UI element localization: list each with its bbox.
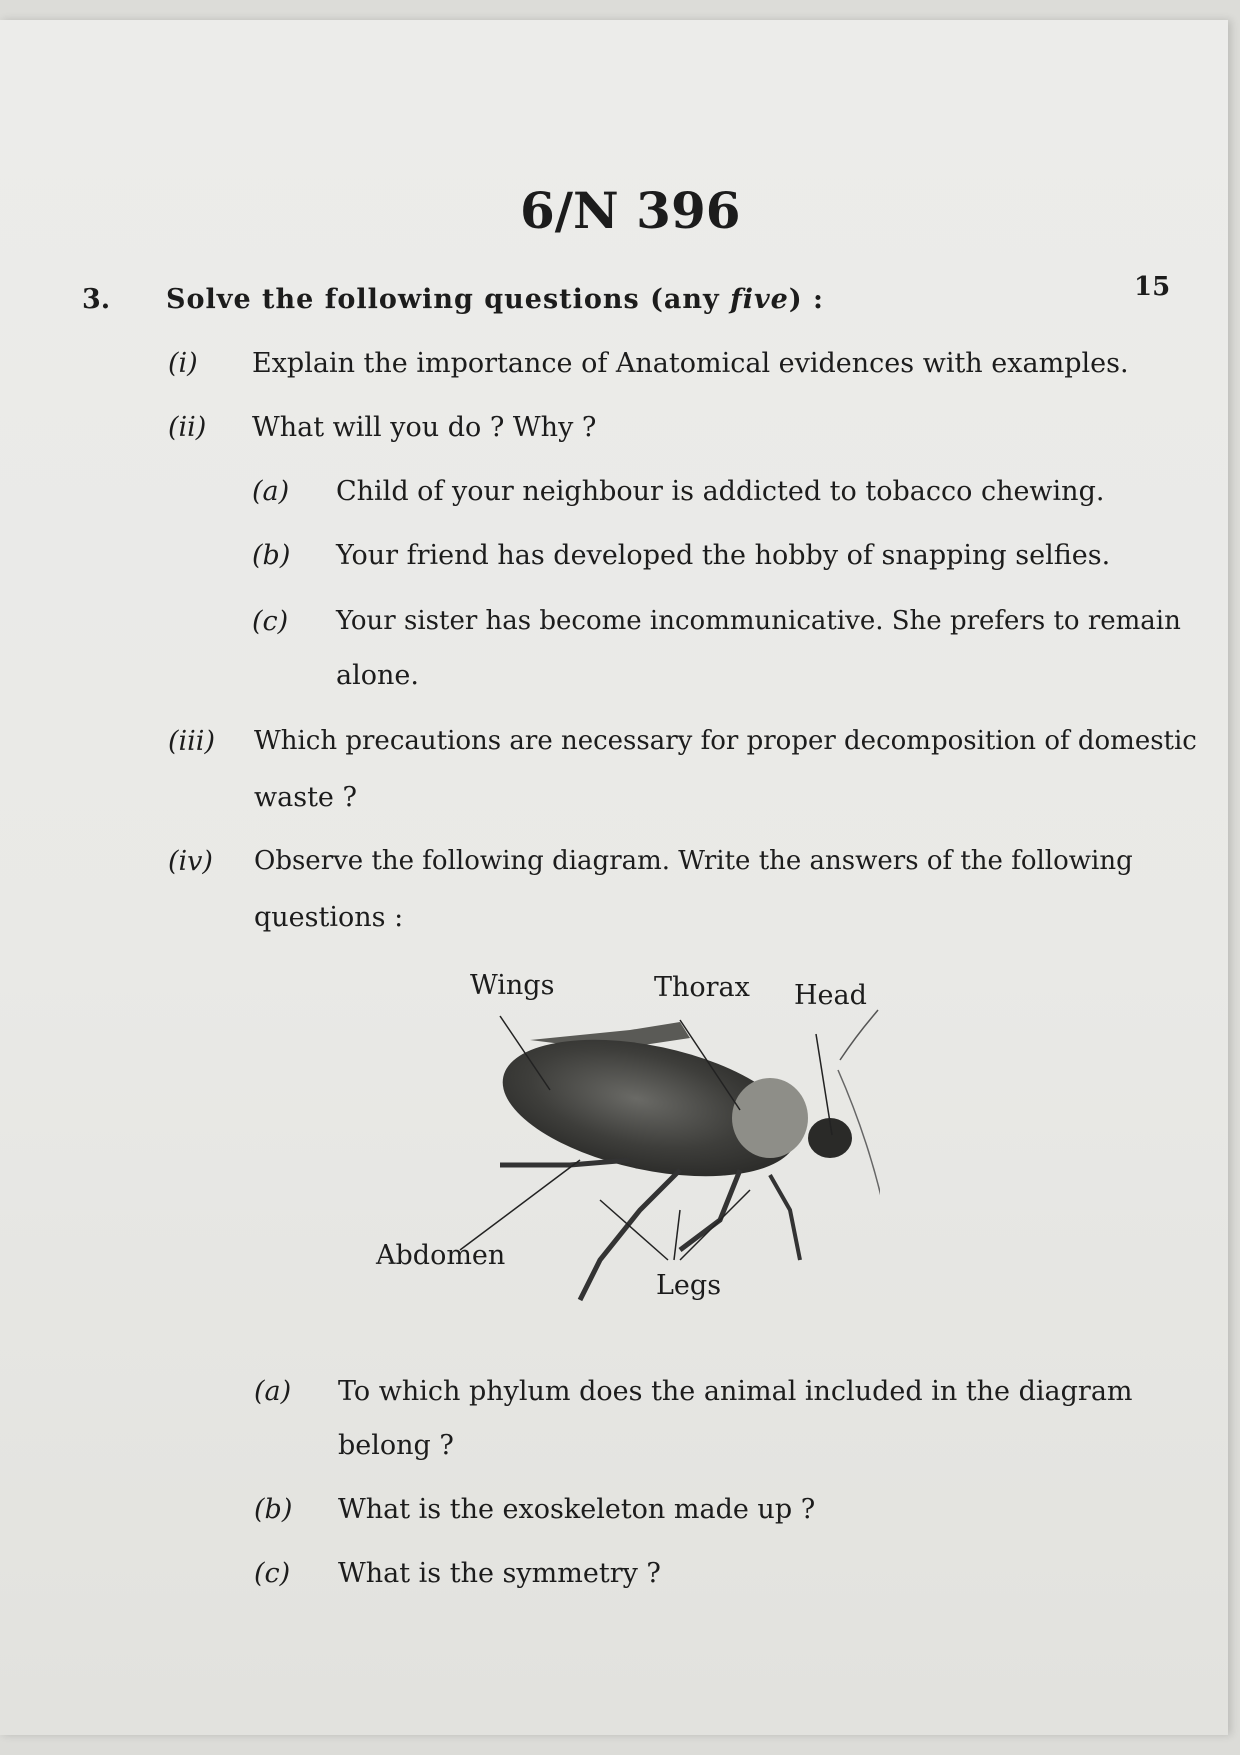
marks: 15 [1134,272,1171,302]
instruction-suffix: ) : [788,284,825,315]
item-ii-b-number: (b) [252,540,291,571]
paper-code: 6/N 396 [520,181,741,240]
item-ii-a-number: (a) [252,476,290,507]
item-iv-number: (iv) [168,846,213,877]
pointer-legs-2 [674,1210,680,1260]
instruction-prefix: Solve the following questions (any [166,284,731,315]
item-ii-text: What will you do ? Why ? [252,412,597,443]
item-ii-a-text: Child of your neighbour is addicted to tobacco chewing. [336,476,1105,507]
item-iv-line2: questions : [254,902,404,933]
item-i-number: (i) [168,348,198,379]
item-i-text: Explain the importance of Anatomical evidences with examples. [252,348,1129,379]
pointer-legs-3 [680,1190,750,1260]
exam-page [0,20,1228,1735]
pointer-abdomen [460,1160,580,1250]
instruction-italic: five [730,284,789,315]
thorax [732,1078,808,1158]
item-ii-number: (ii) [168,412,207,443]
leg [770,1175,800,1260]
item-iv-a-number: (a) [254,1376,292,1407]
item-iv-line1: Observe the following diagram. Write the answers of the following [254,846,1133,876]
leg [580,1170,680,1300]
item-iv-c-number: (c) [254,1558,291,1589]
antenna-upper [840,1010,878,1060]
label-wings: Wings [470,970,555,1001]
item-ii-c-line1: Your sister has become incommunicative. She prefers to remain [336,606,1181,636]
item-ii-c-number: (c) [252,606,289,637]
question-instruction [166,286,824,313]
item-ii-b-text: Your friend has developed the hobby of snapping selfies. [336,540,1111,571]
label-thorax: Thorax [654,972,750,1003]
label-abdomen: Abdomen [376,1240,506,1271]
leg [500,1160,630,1165]
item-iv-b-text: What is the exoskeleton made up ? [338,1494,816,1525]
item-ii-c-line2: alone. [336,660,419,691]
label-head: Head [794,980,867,1011]
item-iii-line2: waste ? [254,782,357,813]
question-number: 3. [82,284,111,315]
item-iii-line1: Which precautions are necessary for proper decomposition of domestic [254,726,1197,756]
item-iv-c-text: What is the symmetry ? [338,1558,661,1589]
antenna-lower [838,1070,880,1240]
item-iii-number: (iii) [168,726,215,757]
item-iv-a-line2: belong ? [338,1430,454,1461]
cockroach-diagram [380,960,880,1320]
item-iv-b-number: (b) [254,1494,293,1525]
label-legs: Legs [656,1270,722,1301]
item-iv-a-line1: To which phylum does the animal included in the diagram [338,1376,1133,1407]
